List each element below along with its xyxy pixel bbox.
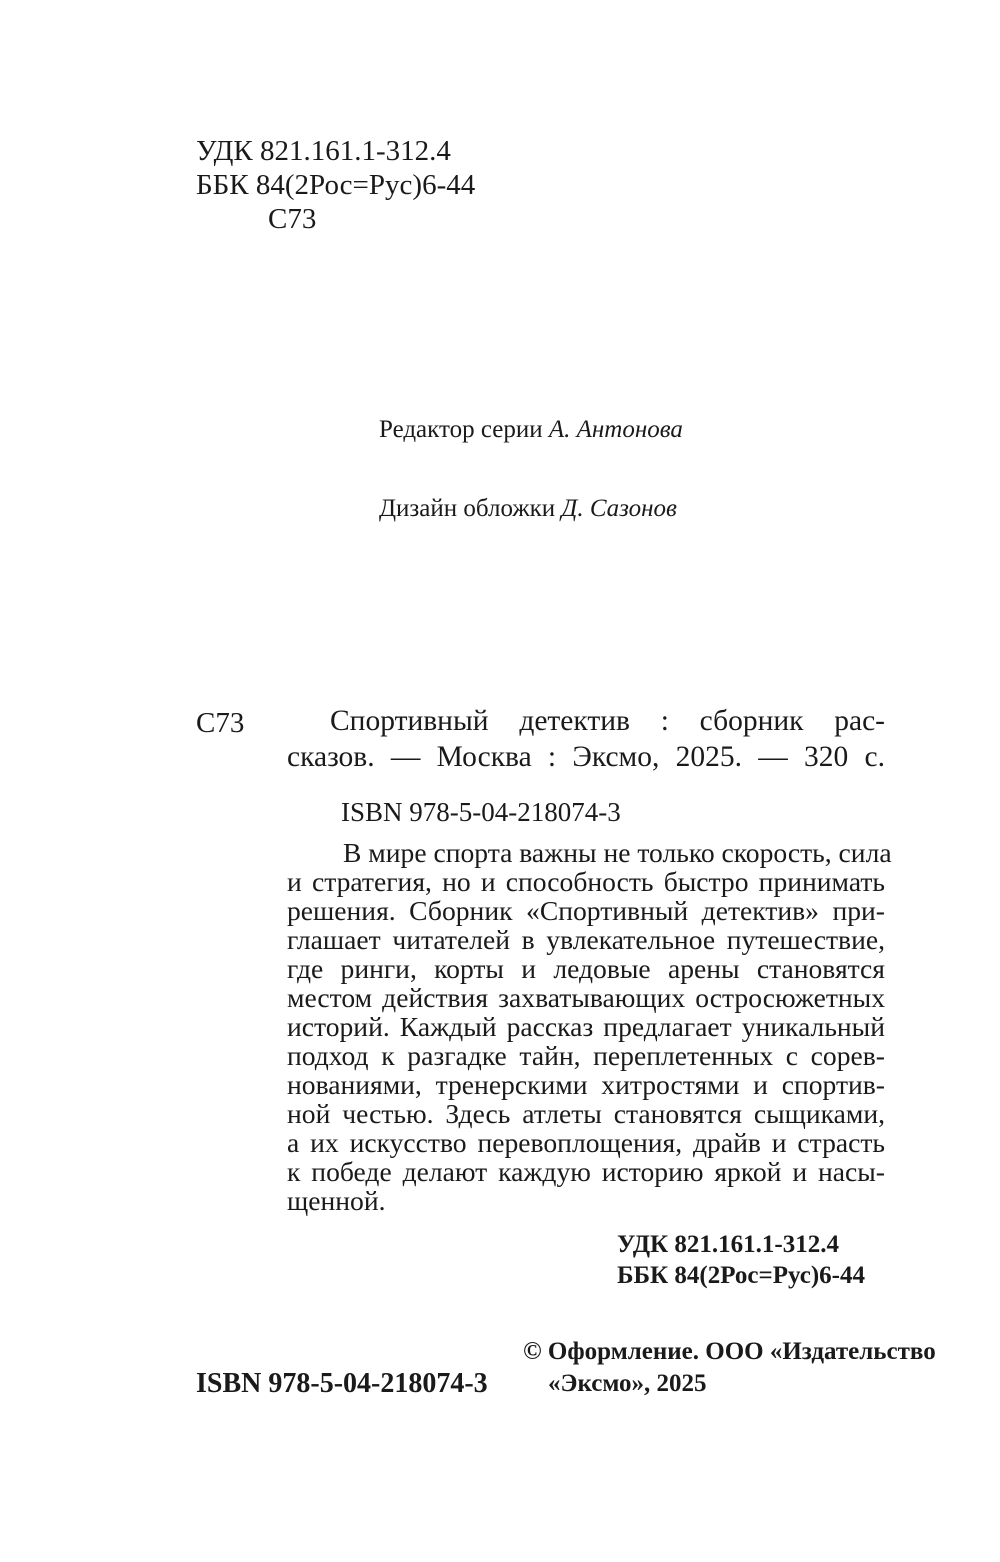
cover-design-line [379, 492, 677, 526]
bib-title-line: Спортивный детектив : сборник рас- [330, 705, 885, 737]
annotation-line: нованиями, тренерскими хитростями и спортив- [287, 1069, 885, 1100]
bottom-bbk-code: ББК 84(2Рос=Рус)6-44 [617, 1262, 865, 1289]
annotation-line: где ринги, корты и ледовые арены становятся [287, 953, 885, 984]
cover-design-label: Дизайн обложки [379, 495, 556, 522]
annotation-line: а их искусство перевоплощения, драйв и страсть [287, 1127, 885, 1158]
copyright-line-1: © Оформление. ООО «Издательство [523, 1338, 936, 1365]
annotation-line: к победе делают каждую историю яркой и насы- [287, 1156, 885, 1187]
annotation-line: ной честью. Здесь атлеты становятся сыщиками, [287, 1098, 885, 1129]
bib-author-mark: С73 [196, 707, 245, 739]
series-editor-label: Редактор серии [379, 416, 543, 443]
cover-design-name: Д. Сазонов [561, 495, 677, 522]
annotation-line: подход к разгадке тайн, переплетенных с сорев- [287, 1040, 885, 1071]
annotation-line: и стратегия, но и способность быстро принимать [287, 866, 885, 897]
bottom-udk-code: УДК 821.161.1-312.4 [617, 1231, 839, 1258]
annotation-line: историй. Каждый рассказ предлагает уникальный [287, 1011, 885, 1042]
bib-title-line: сказов. — Москва : Эксмо, 2025. — 320 с. [287, 741, 885, 773]
top-bbk-code: ББК 84(2Рос=Рус)6-44 [196, 169, 476, 201]
annotation-paragraph [287, 837, 892, 1216]
top-udk-code: УДК 821.161.1-312.4 [196, 135, 451, 167]
annotation-line: решения. Сборник «Спортивный детектив» при- [287, 895, 885, 926]
annotation-line: щенной. [287, 1185, 386, 1216]
bib-title-block [287, 703, 885, 775]
series-editor-name: А. Антонова [548, 416, 683, 443]
bib-isbn: ISBN 978-5-04-218074-3 [341, 797, 621, 827]
top-author-mark: С73 [268, 203, 317, 235]
annotation-line: местом действия захватывающих остросюжетных [287, 982, 885, 1013]
annotation-line: глашает читателей в увлекательное путешествие, [287, 924, 885, 955]
annotation-line: В мире спорта важны не только скорость, сила [343, 837, 892, 868]
series-editor-line [379, 413, 683, 447]
footer-isbn: ISBN 978-5-04-218074-3 [196, 1368, 488, 1399]
copyright-line-2: «Эксмо», 2025 [548, 1370, 707, 1397]
